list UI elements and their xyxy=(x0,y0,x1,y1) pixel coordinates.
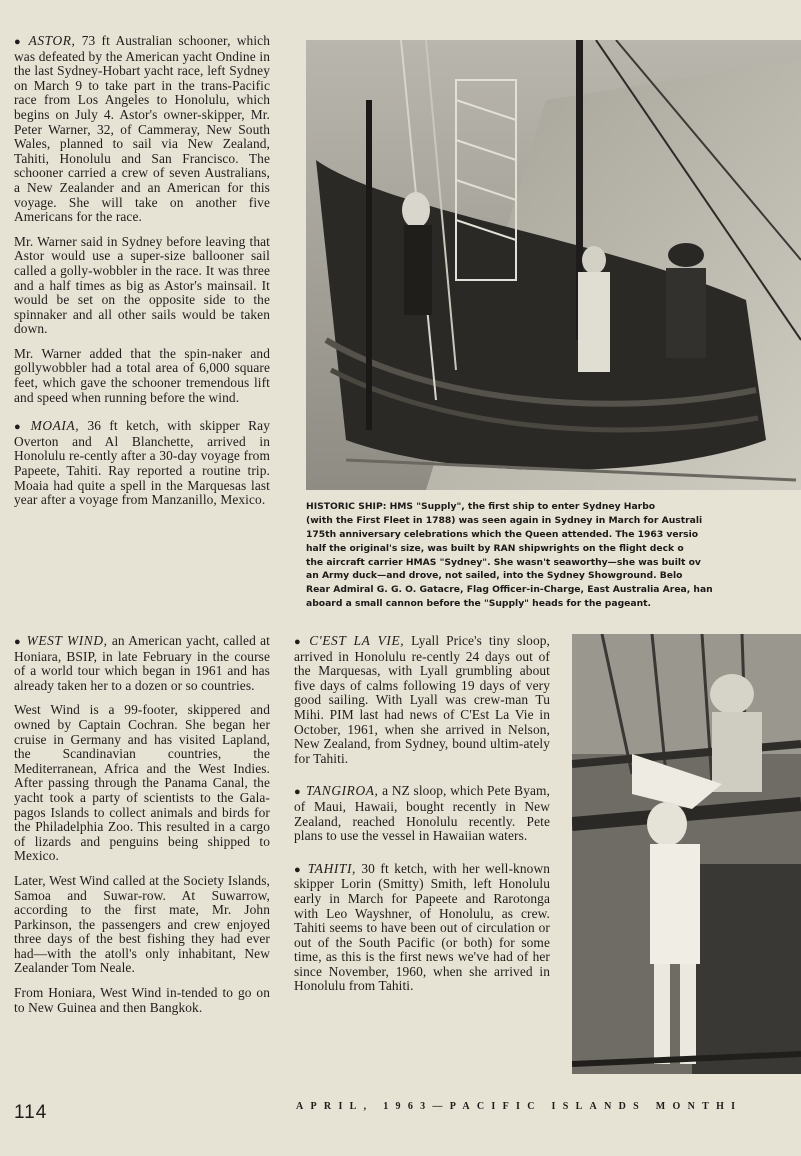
page-number: 114 xyxy=(14,1102,48,1123)
ship-name: C'EST LA VIE, xyxy=(309,633,405,648)
paragraph xyxy=(294,784,550,843)
caption-line: an Army duck—and drove, not sailed, into the Sydney Showground. Belo xyxy=(306,570,683,582)
bullet-icon: ● xyxy=(294,863,303,876)
paragraph-text: West Wind is a 99-footer, skippered and owned by Captain Cochran. She began her cruise in Germany and has visited Lapland, the Scandinavian countries, the Mediterranean, Africa and the West Indies. After passing through the Panama Canal, the yacht took a party of scientists to the Gala-pagos Islands to collect animals and birds for the Philadelphia Zoo. This resulted in a cargo of lizards and penguins being shipped to Mexico. xyxy=(14,702,270,864)
article-astor xyxy=(14,34,270,405)
ship-name: MOAIA, xyxy=(30,418,80,434)
left-column-bottom xyxy=(14,634,270,1025)
paragraph xyxy=(14,419,270,508)
paragraph-text: Later, West Wind called at the Society Islands, Samoa and Suwar-row. At Suwarrow, according to the first mate, Mr. John Parkinson, the passengers and crew enjoyed three days of the best fishing they had ever had—with the atoll's only inhabitant, New Zealander Tom Neale. xyxy=(14,872,270,976)
paragraph-text: From Honiara, West Wind in-tended to go on to New Guinea and then Bangkok. xyxy=(14,985,270,1015)
caption-line: (with the First Fleet in 1788) was seen again in Sydney in March for Australi xyxy=(306,514,703,526)
photo-hms-supply xyxy=(306,40,801,490)
running-title: APRIL, 1963—PACIFIC ISLANDS MONTHI xyxy=(296,1101,743,1112)
paragraph xyxy=(294,634,550,766)
article-west-wind xyxy=(14,634,270,1015)
photo-caption xyxy=(306,500,801,611)
paragraph xyxy=(294,862,550,994)
paragraph-text: an American yacht, called at Honiara, BSIP, in late February in the course of a world tour which began in 1961 and has already taken her to a dozen or so countries. xyxy=(14,633,270,693)
caption-line: 175th anniversary celebrations which the Queen attended. The 1963 versio xyxy=(306,528,699,540)
article-moaia xyxy=(14,419,270,508)
paragraph xyxy=(14,347,270,405)
ship-name: TANGIROA, xyxy=(305,783,379,799)
paragraph-text: a NZ sloop, which Pete Byam, of Maui, Hawaii, bought recently in New Zealand, reached Honolulu recently. Pete plans to use the vessel in Hawaiian waters. xyxy=(294,783,550,844)
paragraph xyxy=(14,34,270,225)
article-tahiti xyxy=(294,862,550,994)
middle-column xyxy=(294,634,550,1004)
paragraph xyxy=(14,703,270,864)
bullet-icon: ● xyxy=(294,636,305,648)
paragraph xyxy=(14,874,270,976)
page-footer xyxy=(0,1098,801,1128)
bullet-icon: ● xyxy=(14,636,22,648)
paragraph-text: 73 ft Australian schooner, which was defeated by the American yacht Ondine in the last Sydney-Hobart yacht race, left Sydney on March 9 to take part in the trans-Pacific race from Los Angeles to Honolulu, which begins on July 4. Astor's owner-skipper, Mr. Peter Warner, 32, of Cammeray, New South Wales, planned to sail via New Zealand, Tahiti, Honolulu and San Francisco. The schooner carried a crew of seven Australians, a New Zealander and an American for this voyage. She will take on another five Americans for the race. xyxy=(14,33,270,225)
caption-line: aboard a small cannon before the "Supply" heads for the pageant. xyxy=(306,598,651,610)
paragraph xyxy=(14,634,270,693)
article-cest-la-vie xyxy=(294,634,550,766)
paragraph-text: Lyall Price's tiny sloop, arrived in Honolulu re-cently 24 days out of the Marquesas, with Lyall grumbling about five days of calms following 19 days of very good sailing. With Lyall was crew-man Tu Mihi. PIM last had news of C'Est La Vie in October, 1961, when she arrived in Nelson, New Zealand, from Sydney, bound ultim-ately for Tahiti. xyxy=(294,633,551,766)
photo-hms-supply-image xyxy=(306,40,801,490)
paragraph-text: 36 ft ketch, with skipper Ray Overton and Al Blanchette, arrived in Honolulu re-cently after a 30-day voyage from Papeete, Tahiti. Ray reported a routine trip. Moaia had quite a spell in the Marquesas last year after a voyage from Manzanillo, Mexico. xyxy=(14,418,270,508)
paragraph-text: Mr. Warner added that the spin-naker and gollywobbler had a total area of 6,000 square feet, which gave the schooner tremendous lift and speed when running before the wind. xyxy=(14,345,270,405)
ship-name: TAHITI, xyxy=(307,860,356,876)
bullet-icon: ● xyxy=(14,421,26,434)
caption-line: HISTORIC SHIP: HMS "Supply", the first ship to enter Sydney Harbo xyxy=(306,501,656,512)
bullet-icon: ● xyxy=(294,786,301,799)
paragraph-text: 30 ft ketch, with her well-known skipper Lorin (Smitty) Smith, left Honolulu early in March for Papeete and Rarotonga with Leo Wayshner, of Honolulu, as crew. Tahiti seems to have been out of circulation or out of the South Pacific (or both) for some time, as this is the first news we've had of her since November, 1960, when she arrived in Honolulu from Tahiti. xyxy=(294,860,551,994)
paragraph xyxy=(14,986,270,1015)
caption-line: the aircraft carrier HMAS "Sydney". She wasn't seaworthy—she was built ov xyxy=(306,556,701,568)
caption-line: Rear Admiral G. G. O. Gatacre, Flag Officer-in-Charge, East Australia Area, han xyxy=(306,584,713,596)
article-tangiroa xyxy=(294,784,550,843)
caption-line: half the original's size, was built by RAN shipwrights on the flight deck o xyxy=(306,542,684,554)
ship-name: ASTOR, xyxy=(28,33,76,48)
bullet-icon: ● xyxy=(14,36,24,48)
ship-name: WEST WIND, xyxy=(26,633,108,648)
left-column-top xyxy=(14,34,270,518)
paragraph-text: Mr. Warner said in Sydney before leaving that Astor would use a super-size ballooner sail called a golly-wobbler in the race. It was three and a half times as big as Astor's mainsail. It would be set on the opposite side to the spinnaker and all other sails would be taken down. xyxy=(14,233,270,337)
photo-admiral-cannon xyxy=(572,634,801,1074)
paragraph xyxy=(14,235,270,337)
photo-admiral-cannon-image xyxy=(572,634,801,1074)
